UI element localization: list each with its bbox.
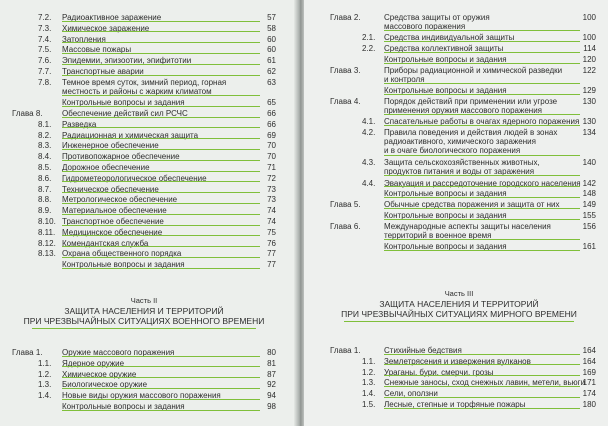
page-number: 58 xyxy=(267,23,276,33)
section-title-line: Сели, оползни xyxy=(384,389,438,399)
page-number: 164 xyxy=(582,346,596,355)
section-title-line: территорий в военное время xyxy=(384,230,492,240)
section-title xyxy=(384,13,490,31)
leader-underline xyxy=(62,192,260,193)
section-title-line: Средства индивидуальной защиты xyxy=(384,33,515,43)
page-number: 65 xyxy=(267,98,276,108)
page-number: 142 xyxy=(582,178,596,188)
section-number: 7.8. xyxy=(38,77,52,87)
page-number: 69 xyxy=(267,130,276,140)
section-title-line: Контрольные вопросы и задания xyxy=(384,55,507,64)
section-number: 7.2. xyxy=(38,13,52,22)
leader-underline xyxy=(62,138,260,139)
section-number: 8.2. xyxy=(38,130,52,140)
toc-entry xyxy=(330,357,596,367)
part-number: Часть II xyxy=(130,296,158,305)
section-title-line: Радиационная и химическая защита xyxy=(62,130,199,140)
section-title-line: Средства коллективной защиты xyxy=(384,44,504,54)
section-title-line: Контрольные вопросы и задания xyxy=(384,211,507,220)
leader-underline xyxy=(62,31,260,32)
section-title-line: Снежные заносы, сход снежных лавин, метели, вьюги xyxy=(384,378,586,388)
page-number: 134 xyxy=(582,128,596,138)
section-number: 2.2. xyxy=(362,44,376,54)
section-number: 8.1. xyxy=(38,119,52,129)
section-title-line: Контрольные вопросы и задания xyxy=(384,86,507,96)
page-number: 169 xyxy=(582,367,596,377)
toc-entry xyxy=(330,44,596,54)
toc-entry xyxy=(12,239,276,249)
section-title-line: и в очаге биологического поражения xyxy=(384,146,521,156)
page-number: 148 xyxy=(582,189,596,199)
page-number: 77 xyxy=(267,249,276,259)
section-title-line: Медицинское обеспечение xyxy=(62,227,163,237)
page-number: 161 xyxy=(582,242,596,252)
section-title-line: Стихийные бедствия xyxy=(384,346,462,355)
toc-entry xyxy=(12,359,276,369)
page-number: 114 xyxy=(583,44,596,54)
section-title-line: Обеспечение действий сил РСЧС xyxy=(62,109,188,118)
section-title-line: Метрологическое обеспечение xyxy=(62,195,178,205)
leader-underline xyxy=(62,117,260,118)
page-number: 130 xyxy=(582,97,596,106)
leader-underline xyxy=(62,257,260,258)
section-title-line: Ураганы, бури, смерчи, грозы xyxy=(384,367,494,377)
section-title-line: местность и районы с жарким климатом xyxy=(62,86,212,96)
leader-underline xyxy=(62,410,260,411)
leader-underline xyxy=(62,95,260,96)
leader-underline xyxy=(62,181,260,182)
section-title-line: Лесные, степные и торфяные пожары xyxy=(384,400,526,409)
section-title-line: Комендантская служба xyxy=(62,238,149,248)
leader-underline xyxy=(384,175,580,176)
page-number: 70 xyxy=(267,152,276,162)
page-number: 164 xyxy=(582,356,596,366)
part-number: Часть III xyxy=(444,289,474,298)
page-number: 62 xyxy=(267,67,276,76)
toc-entry xyxy=(12,370,276,380)
toc-entry xyxy=(12,402,276,412)
chapter-entry xyxy=(330,200,596,210)
section-title-line: Биологическое оружие xyxy=(62,380,148,390)
page-number: 129 xyxy=(582,86,596,96)
page-number: 98 xyxy=(267,402,276,411)
leader-underline xyxy=(62,235,260,236)
leader-underline xyxy=(384,30,580,31)
page-number: 72 xyxy=(267,173,276,183)
leader-underline xyxy=(62,53,260,54)
toc-entry xyxy=(330,117,596,127)
toc-entry xyxy=(12,35,276,45)
toc-entry xyxy=(12,260,276,270)
toc-entry xyxy=(12,13,276,23)
section-title-line: Правила поведения и действия людей в зонах xyxy=(384,128,558,138)
chapter-entry xyxy=(12,348,276,358)
toc-entry xyxy=(12,24,276,34)
chapter-entry xyxy=(330,13,596,32)
section-title-line: Химическое заражение xyxy=(62,23,150,33)
toc-entry xyxy=(330,242,596,252)
leader-underline xyxy=(62,127,260,128)
toc-entry xyxy=(12,249,276,259)
page-number: 76 xyxy=(267,238,276,248)
section-number: 1.2. xyxy=(38,369,52,379)
section-number: 8.11. xyxy=(38,227,56,237)
section-number: 8.3. xyxy=(38,141,52,151)
chapter-label: Глава 1. xyxy=(12,348,43,357)
toc-entry xyxy=(12,391,276,401)
section-title xyxy=(384,128,557,155)
section-number: 4.4. xyxy=(362,178,376,188)
leader-underline xyxy=(62,149,260,150)
chapter-label: Глава 3. xyxy=(330,65,361,75)
part-title-line: ЗАЩИТА НАСЕЛЕНИЯ И ТЕРРИТОРИЙ xyxy=(379,299,539,309)
section-title-line: Контрольные вопросы и задания xyxy=(62,402,185,411)
leader-underline xyxy=(62,366,260,367)
toc-entry xyxy=(12,67,276,77)
page-number: 75 xyxy=(267,227,276,237)
right-page xyxy=(304,0,608,426)
leader-underline xyxy=(62,21,260,22)
leader-underline xyxy=(384,83,580,84)
leader-underline xyxy=(62,399,260,400)
section-number: 7.7. xyxy=(38,67,52,76)
section-number: 1.3. xyxy=(362,378,376,388)
section-title xyxy=(384,97,557,115)
leader-underline xyxy=(62,268,260,269)
section-title-line: применения оружия массового поражения xyxy=(384,106,542,115)
leader-underline xyxy=(62,42,260,43)
chapter-entry xyxy=(330,346,596,356)
toc-entry xyxy=(12,185,276,195)
page-number: 87 xyxy=(267,369,276,379)
page-number: 63 xyxy=(267,77,276,87)
toc-entry xyxy=(12,195,276,205)
page-number: 73 xyxy=(267,195,276,205)
toc-entry xyxy=(12,45,276,55)
part-heading xyxy=(12,296,276,326)
leader-underline xyxy=(384,408,580,409)
section-title-line: Охрана общественного порядка xyxy=(62,249,182,259)
leader-underline xyxy=(62,377,260,378)
section-title-line: Инженерное обеспечение xyxy=(62,141,159,151)
section-number: 7.4. xyxy=(38,34,52,44)
page-number: 174 xyxy=(582,389,596,399)
section-title-line: Транспортные аварии xyxy=(62,67,144,76)
toc-entry xyxy=(330,378,596,388)
toc-entry xyxy=(12,228,276,238)
toc-entry xyxy=(12,163,276,173)
page-number: 74 xyxy=(267,206,276,216)
section-number: 1.4. xyxy=(38,391,52,401)
leader-underline xyxy=(384,94,580,95)
page-number: 180 xyxy=(582,400,596,409)
leader-underline xyxy=(62,225,260,226)
toc-entry xyxy=(330,368,596,378)
page-number: 70 xyxy=(267,141,276,151)
section-title-line: Оружие массового поражения xyxy=(62,348,175,357)
toc-entry xyxy=(12,120,276,130)
chapter-label: Глава 5. xyxy=(330,200,361,210)
leader-underline xyxy=(62,203,260,204)
page-number: 66 xyxy=(267,109,276,118)
left-page xyxy=(0,0,296,426)
page-number: 171 xyxy=(582,378,596,388)
page-number: 71 xyxy=(267,163,276,172)
section-number: 7.6. xyxy=(38,56,52,66)
leader-underline xyxy=(384,208,580,209)
part-title-line: ЗАЩИТА НАСЕЛЕНИЯ И ТЕРРИТОРИЙ xyxy=(64,306,224,316)
toc-entry xyxy=(330,389,596,399)
section-title-line: Контрольные вопросы и задания xyxy=(62,98,185,108)
section-number: 1.1. xyxy=(362,356,376,366)
section-number: 7.5. xyxy=(38,45,52,55)
section-title-line: Разведка xyxy=(62,119,97,129)
page-number: 122 xyxy=(582,65,596,75)
page-number: 66 xyxy=(267,119,276,129)
section-title-line: Темное время суток, зимний период, горная xyxy=(62,77,227,87)
page-number: 77 xyxy=(267,260,276,270)
section-title-line: Затопления xyxy=(62,34,106,44)
page-number: 155 xyxy=(582,211,596,220)
part-title-line: ПРИ ЧРЕЗВЫЧАЙНЫХ СИТУАЦИЯХ МИРНОГО ВРЕМЕНИ xyxy=(341,309,577,319)
page-number: 149 xyxy=(582,200,596,210)
section-number: 1.5. xyxy=(362,400,376,409)
leader-underline xyxy=(62,214,260,215)
toc-entry xyxy=(12,206,276,216)
chapter-label: Глава 1. xyxy=(330,346,361,355)
leader-underline xyxy=(62,171,260,172)
leader-underline xyxy=(384,197,580,198)
section-title-line: Ядерное оружие xyxy=(62,358,125,368)
toc-entry xyxy=(330,86,596,96)
section-title xyxy=(384,222,551,240)
section-title-line: Транспортное обеспечение xyxy=(62,217,164,226)
page-number: 100 xyxy=(582,33,596,43)
section-title-line: Радиоактивное заражение xyxy=(62,13,162,22)
part-heading xyxy=(324,289,594,319)
page-number: 130 xyxy=(582,117,596,127)
leader-underline xyxy=(384,375,580,376)
leader-underline xyxy=(62,388,260,389)
chapter-entry xyxy=(330,97,596,116)
section-title-line: Эвакуация и рассредоточение городского населения xyxy=(384,178,581,188)
chapter-label: Глава 6. xyxy=(330,221,361,231)
page-number: 92 xyxy=(267,380,276,390)
chapter-label: Глава 8. xyxy=(12,109,43,118)
page-number: 156 xyxy=(582,221,596,231)
page-number: 74 xyxy=(267,217,276,226)
section-number: 8.5. xyxy=(38,163,52,172)
section-number: 1.1. xyxy=(38,358,52,368)
leader-underline xyxy=(384,114,580,115)
section-title-line: Приборы радиационной и химической разведки xyxy=(384,65,563,75)
section-number: 1.4. xyxy=(362,389,376,399)
page-number: 140 xyxy=(582,158,596,168)
toc-entry xyxy=(330,400,596,410)
section-number: 7.3. xyxy=(38,23,52,33)
section-title-line: Землетрясения и извержения вулканов xyxy=(384,356,531,366)
section-title-line: Контрольные вопросы и задания xyxy=(384,242,507,252)
toc-entry xyxy=(12,174,276,184)
section-title xyxy=(384,158,540,176)
leader-underline xyxy=(384,397,580,398)
leader-underline xyxy=(384,186,580,187)
leader-underline xyxy=(384,364,580,365)
section-title-line: Порядок действий при применении или угрозе xyxy=(384,97,558,106)
section-title-line: Противопожарное обеспечение xyxy=(62,152,180,162)
section-title-line: Международные аспекты защиты населения xyxy=(384,221,551,231)
section-number: 1.3. xyxy=(38,380,52,390)
page-number: 61 xyxy=(267,56,276,66)
chapter-entry xyxy=(330,222,596,241)
leader-underline xyxy=(62,160,260,161)
section-number: 1.2. xyxy=(362,367,376,377)
page-number: 100 xyxy=(582,13,596,22)
section-number: 8.10. xyxy=(38,217,56,226)
chapter-label: Глава 2. xyxy=(330,13,361,22)
leader-underline xyxy=(384,125,580,126)
section-title-line: Контрольные вопросы и задания xyxy=(384,189,507,199)
section-title-line: Техническое обеспечение xyxy=(62,184,159,194)
toc-entry xyxy=(12,141,276,151)
leader-underline xyxy=(384,386,580,387)
toc-entry xyxy=(330,128,596,157)
leader-underline xyxy=(384,63,580,64)
page-number: 94 xyxy=(267,391,276,401)
toc-entry xyxy=(330,33,596,43)
toc-entry xyxy=(330,211,596,221)
section-title-line: и контроля xyxy=(384,74,425,84)
page-number: 60 xyxy=(267,34,276,44)
section-title-line: массового поражения xyxy=(384,22,466,31)
section-title-line: Эпидемии, эпизоотии, эпифитотии xyxy=(62,56,192,66)
section-number: 4.2. xyxy=(362,128,376,138)
part-title-line: ПРИ ЧРЕЗВЫЧАЙНЫХ СИТУАЦИЯХ ВОЕННОГО ВРЕМЕНИ xyxy=(23,316,265,326)
section-number: 8.8. xyxy=(38,195,52,205)
toc-entry xyxy=(12,56,276,66)
toc-entry xyxy=(330,179,596,189)
leader-underline xyxy=(384,219,580,220)
chapter-entry xyxy=(330,66,596,85)
section-title-line: Гидрометеорологическое обеспечение xyxy=(62,173,207,183)
leader-underline xyxy=(384,250,580,251)
section-title-line: Новые виды оружия массового поражения xyxy=(62,391,221,401)
section-title-line: Массовые пожары xyxy=(62,45,132,55)
leader-underline xyxy=(384,155,580,156)
page-number: 57 xyxy=(267,13,276,22)
section-number: 8.9. xyxy=(38,206,52,216)
chapter-entry xyxy=(12,109,276,119)
leader-underline xyxy=(62,64,260,65)
toc-entry xyxy=(12,78,276,97)
section-title-line: Контрольные вопросы и задания xyxy=(62,260,185,270)
page-number: 60 xyxy=(267,45,276,55)
page-number: 80 xyxy=(267,348,276,357)
page-number: 81 xyxy=(267,358,276,368)
leader-underline xyxy=(62,246,260,247)
section-number: 4.1. xyxy=(362,117,376,127)
section-title-line: Защита сельскохозяйственных животных, xyxy=(384,158,540,168)
leader-underline xyxy=(62,75,260,76)
toc-entry xyxy=(330,55,596,65)
section-title-line: Химическое оружие xyxy=(62,369,137,379)
section-number: 8.4. xyxy=(38,152,52,162)
section-number: 2.1. xyxy=(362,33,376,43)
leader-underline xyxy=(62,106,260,107)
part-underline xyxy=(344,321,574,322)
section-title-line: радиоактивного, химического заражения xyxy=(384,137,536,147)
section-title-line: продуктов питания и воды от заражения xyxy=(384,167,535,177)
toc-entry xyxy=(12,217,276,227)
section-title xyxy=(384,66,562,84)
section-number: 8.7. xyxy=(38,184,52,194)
chapter-label: Глава 4. xyxy=(330,97,361,106)
leader-underline xyxy=(384,52,580,53)
section-title xyxy=(62,78,226,96)
toc-entry xyxy=(12,380,276,390)
section-title-line: Средства защиты от оружия xyxy=(384,13,490,22)
leader-underline xyxy=(384,239,580,240)
section-number: 8.13. xyxy=(38,249,56,259)
leader-underline xyxy=(62,356,260,357)
leader-underline xyxy=(384,41,580,42)
leader-underline xyxy=(384,354,580,355)
section-number: 8.6. xyxy=(38,173,52,183)
section-title-line: Обычные средства поражения и защита от них xyxy=(384,200,560,210)
section-title-line: Дорожное обеспечение xyxy=(62,163,150,172)
section-title-line: Материальное обеспечение xyxy=(62,206,167,216)
toc-entry xyxy=(12,131,276,141)
toc-entry xyxy=(12,98,276,108)
toc-entry xyxy=(330,158,596,177)
page-number: 73 xyxy=(267,184,276,194)
page-number: 120 xyxy=(582,55,596,64)
section-number: 4.3. xyxy=(362,158,376,168)
part-underline xyxy=(32,328,256,329)
section-title-line: Спасательные работы в очагах ядерного поражения xyxy=(384,117,580,127)
section-number: 8.12. xyxy=(38,238,56,248)
toc-entry xyxy=(12,152,276,162)
toc-entry xyxy=(330,189,596,199)
